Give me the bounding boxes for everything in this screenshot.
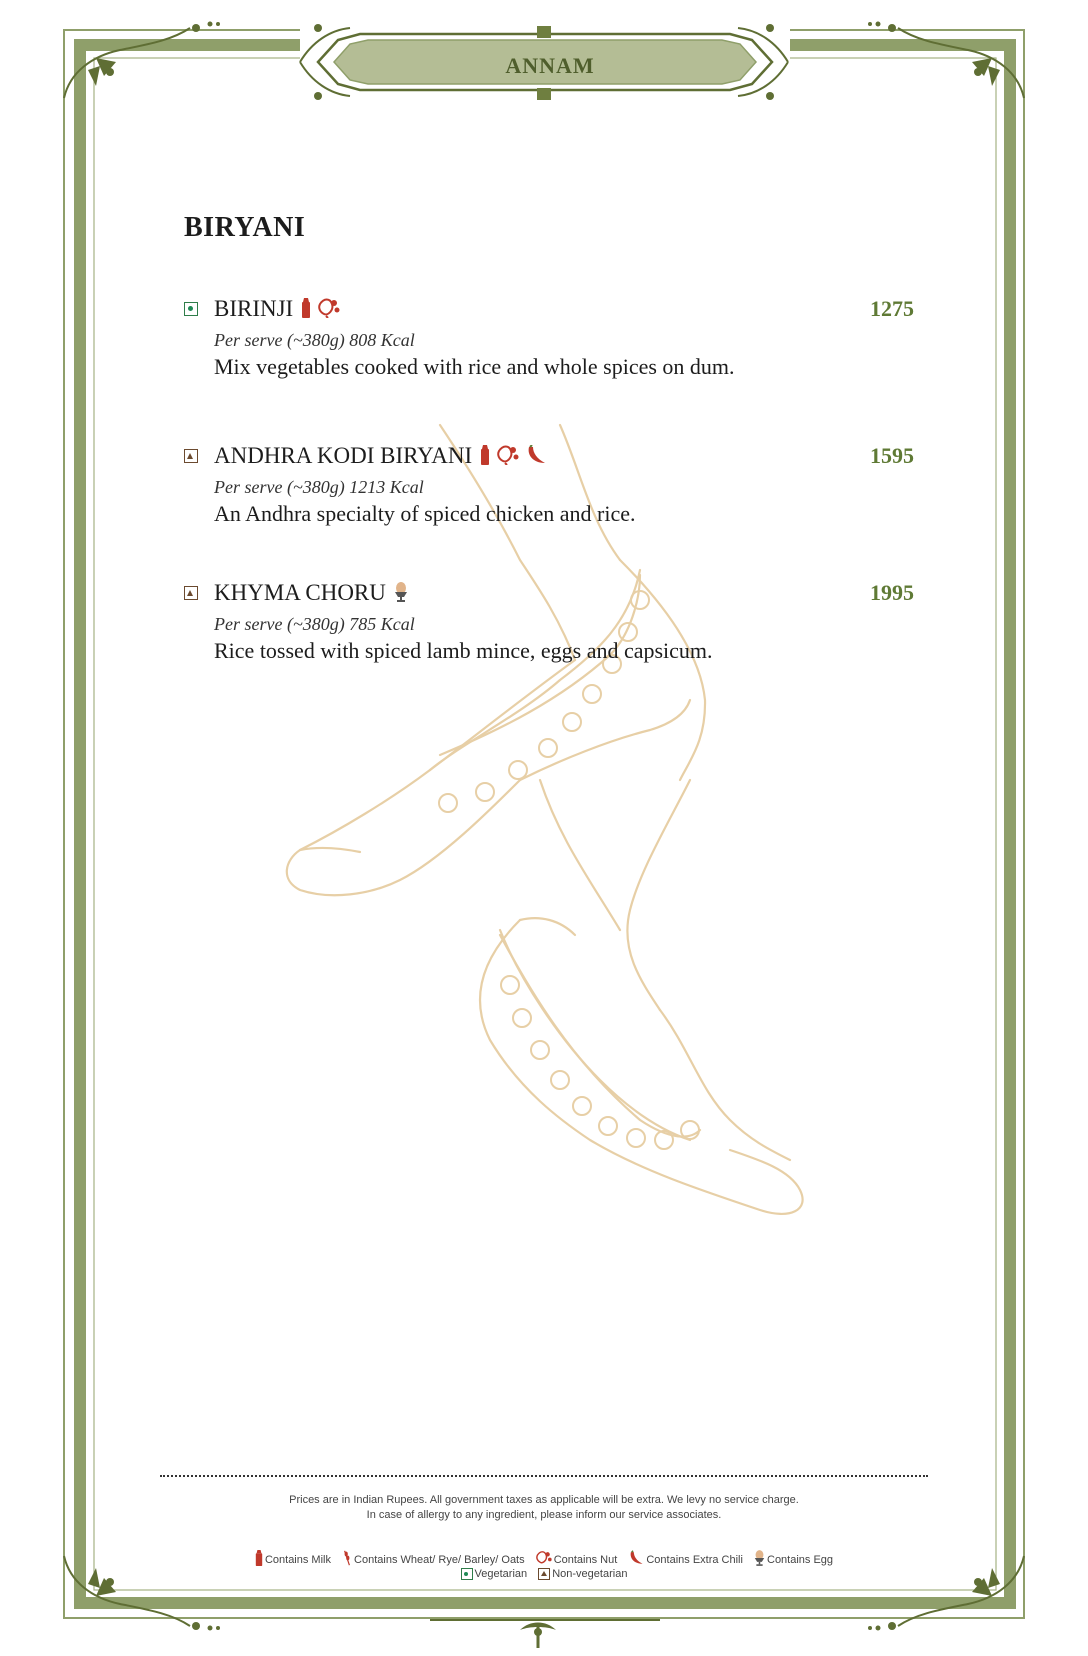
item-name: BIRINJI bbox=[214, 296, 294, 321]
legend-nonveg bbox=[538, 1568, 627, 1580]
section-title: BIRYANI bbox=[184, 212, 306, 243]
item-serving-info: Per serve (~380g) 808 Kcal bbox=[214, 330, 415, 350]
vegetarian-icon bbox=[461, 1568, 473, 1580]
item-description: Mix vegetables cooked with rice and whole spices on dum. bbox=[214, 354, 735, 379]
chili-icon bbox=[525, 445, 547, 465]
header-title: ANNAM bbox=[505, 53, 595, 78]
item-price: 1595 bbox=[870, 443, 914, 468]
item-price: 1995 bbox=[870, 580, 914, 605]
legend-nut bbox=[536, 1550, 618, 1566]
legend-label: Non-vegetarian bbox=[552, 1568, 628, 1580]
vegetarian-icon bbox=[184, 302, 198, 316]
legend-label: Contains Milk bbox=[264, 1554, 331, 1566]
item-description: Rice tossed with spiced lamb mince, eggs and capsicum. bbox=[214, 638, 713, 663]
item-name: ANDHRA KODI BIRYANI bbox=[214, 443, 473, 468]
menu-item bbox=[184, 296, 914, 382]
legend-egg bbox=[754, 1550, 833, 1566]
chili-icon bbox=[628, 1550, 644, 1566]
non-vegetarian-icon bbox=[184, 586, 198, 600]
non-vegetarian-icon bbox=[538, 1568, 550, 1580]
menu-item bbox=[184, 580, 914, 666]
legend-chili bbox=[628, 1550, 743, 1566]
menu-item bbox=[184, 443, 914, 529]
egg-icon bbox=[754, 1550, 765, 1566]
allergen-legend bbox=[160, 1550, 928, 1566]
non-vegetarian-icon bbox=[184, 449, 198, 463]
item-serving-info: Per serve (~380g) 785 Kcal bbox=[214, 614, 415, 634]
legend-label: Contains Egg bbox=[767, 1554, 834, 1566]
allergy-note: In case of allergy to any ingredient, please inform our service associates. bbox=[366, 1509, 722, 1521]
legend-veg bbox=[461, 1568, 528, 1580]
legend-label: Vegetarian bbox=[474, 1568, 528, 1580]
item-price: 1275 bbox=[870, 296, 914, 321]
wheat-icon bbox=[342, 1550, 352, 1566]
nut-icon bbox=[536, 1550, 552, 1566]
item-serving-info: Per serve (~380g) 1213 Kcal bbox=[214, 477, 424, 497]
legend-label: Contains Extra Chili bbox=[646, 1554, 743, 1566]
footer-divider bbox=[160, 1475, 928, 1477]
item-name: KHYMA CHORU bbox=[214, 580, 386, 605]
milk-icon bbox=[480, 445, 490, 465]
legend-label: Contains Nut bbox=[553, 1554, 618, 1566]
milk-icon bbox=[301, 298, 311, 318]
legend-milk bbox=[255, 1550, 331, 1566]
price-note: Prices are in Indian Rupees. All government taxes as applicable will be extra. We levy no service charge. bbox=[289, 1494, 799, 1506]
legend-label: Contains Wheat/ Rye/ Barley/ Oats bbox=[354, 1554, 525, 1566]
nut-icon bbox=[497, 445, 519, 465]
milk-icon bbox=[255, 1550, 263, 1566]
diet-legend bbox=[160, 1568, 928, 1580]
nut-icon bbox=[318, 298, 340, 318]
item-description: An Andhra specialty of spiced chicken and rice. bbox=[214, 501, 636, 526]
egg-icon bbox=[394, 582, 408, 602]
legend-wheat bbox=[342, 1550, 525, 1566]
